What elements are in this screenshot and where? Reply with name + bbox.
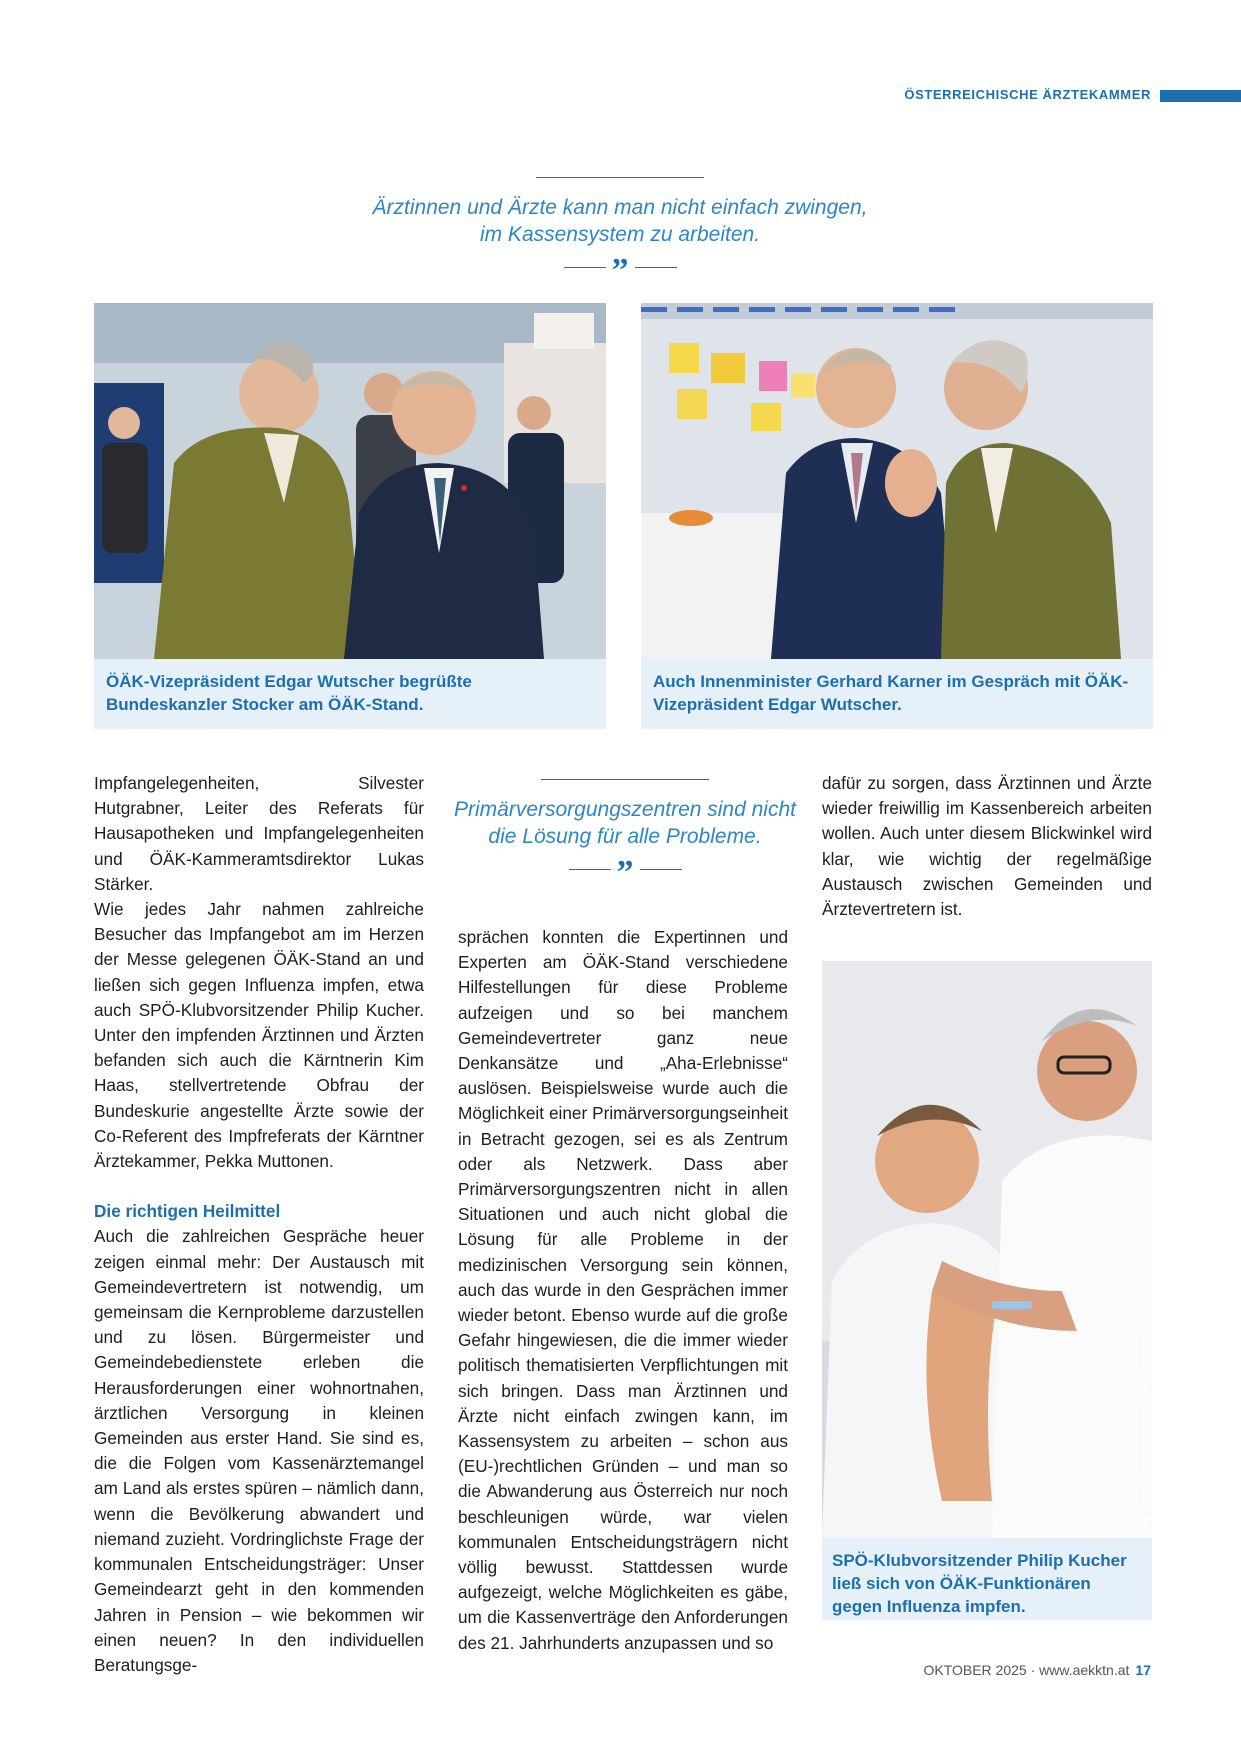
quote-rule xyxy=(541,779,709,780)
photo-caption-2: Auch Innenminister Gerhard Karner im Gespräch mit ÖÄK-Vizepräsident Edgar Wutscher. xyxy=(641,659,1153,729)
section-subheading: Die richtigen Heilmittel xyxy=(94,1201,281,1222)
quote-rule-left xyxy=(569,869,611,870)
publication-label: ÖSTERREICHISCHE ÄRZTEKAMMER xyxy=(904,87,1151,102)
quote-text xyxy=(330,194,910,248)
quote-line-1: Ärztinnen und Ärzte kann man nicht einfach zwingen, xyxy=(372,196,868,219)
photo-karner-wutscher xyxy=(641,303,1153,659)
photo-caption-3: SPÖ-Klubvorsitzender Philip Kucher ließ sich von ÖÄK-Funktionären gegen Influenza impfen. xyxy=(822,1538,1152,1620)
photo-caption-1: ÖÄK-Vizepräsident Edgar Wutscher begrüßte Bundeskanzler Stocker am ÖÄK-Stand. xyxy=(94,659,606,729)
photo-kucher-vaccination xyxy=(822,961,1152,1538)
column3-paragraph-1: dafür zu sorgen, dass Ärztinnen und Ärzte wieder freiwillig im Kassenbereich arbeiten wollen. Auch unter diesem Blickwinkel wird klar, wie wichtig der regelmäßige Austausch zwischen Gemeinden und Ärztevertretern ist. xyxy=(822,773,1152,920)
photo-credit: Alle Fotos: Kommunalmesse/ÖÄK Schmidle xyxy=(1140,1336,1151,1532)
column2-paragraph-1: sprächen konnten die Expertinnen und Experten am ÖÄK-Stand verschiedene Hilfestellungen für diese Probleme aufzeigen und so bei manchem Gemeindevertreter ganz neue Denkansätze und „Aha-Erlebnisse“ auslösen. Beispielsweise wurde auch die Möglichkeit einer Primärversorgungseinheit in Betracht gezogen, sei es als Zentrum oder als Netzwerk. Dass aber Primärversorgungszentren nicht in allen Situationen und auch nicht global die Lösung für alle Probleme in der medizinischen Versorgung sein können, auch das wurde in den Gesprächen immer wieder betont. Ebenso wurde auf die große Gefahr hingewiesen, die die immer wieder politisch thematisierten Verpflichtungen mit sich bringen. Dass man Ärztinnen und Ärzte nicht einfach zwingen kann, im Kassensystem zu arbeiten – schon aus (EU-)rechtlichen Gründen – und man so die Abwanderung aus Österreich nur noch beschleunigen würde, war vielen kommunalen Entscheidungsträgern nicht völlig bewusst. Stattdessen wurde aufgezeigt, welche Möglichkeiten es gäbe, um die Kassenverträge den Anforderungen des 21. Jahrhunderts anzupassen und so xyxy=(458,927,788,1653)
photo-wutscher-stocker xyxy=(94,303,606,659)
article-column-2 xyxy=(458,925,788,1656)
pull-quote-top xyxy=(330,177,910,278)
quote-line-2: im Kassensystem zu arbeiten. xyxy=(479,223,761,246)
article-column-3 xyxy=(822,771,1152,922)
column1-paragraph-1: Impfangelegenheiten, Silvester Hutgrabner, Leiter des Referats für Hausapotheken und Impfangelegenheiten und ÖÄK-Kammeramtsdirektor Lukas Stärker. xyxy=(94,773,424,894)
column1-paragraph-3: Auch die zahlreichen Gespräche heuer zeigen einmal mehr: Der Austausch mit Gemeindevertretern ist notwendig, um gemeinsam die Kernprobleme darzustellen und zu lösen. Bürgermeister und Gemeindebedienstete erleben die Herausforderungen einer wohnortnahen, ärztlichen Versorgung in kleinen Gemeinden aus erster Hand. Sie sind es, die die Folgen vom Kassenärztemangel am Land als erstes spüren – nämlich dann, wenn die Bevölkerung abwandert und niemand zuzieht. Vordringlichste Frage der kommunalen Entscheidungsträger: Unser Gemeindearzt geht in den kommenden Jahren in Pension – wie bekommen wir einen neuen? In den individuellen Beratungsge- xyxy=(94,1226,424,1675)
quote-rule-left xyxy=(564,267,606,268)
quote-rule-right xyxy=(635,267,677,268)
quote-text xyxy=(440,796,810,850)
page-footer xyxy=(923,1662,1151,1678)
page-number: 17 xyxy=(1135,1662,1151,1678)
closing-quote-icon: ” xyxy=(611,256,629,278)
quote-rule xyxy=(536,177,704,178)
pull-quote-middle xyxy=(440,779,810,880)
article-column-1 xyxy=(94,771,424,1678)
quote-line-1: Primärversorgungszentren sind nicht xyxy=(454,798,796,821)
quote-mark-row xyxy=(440,858,810,880)
quote-rule-right xyxy=(640,869,682,870)
closing-quote-icon: ” xyxy=(616,858,634,880)
quote-mark-row xyxy=(330,256,910,278)
quote-line-2: die Lösung für alle Probleme. xyxy=(488,825,762,848)
column1-paragraph-2: Wie jedes Jahr nahmen zahlreiche Besucher das Impfangebot am im Herzen der Messe gelegenen ÖÄK-Stand an und ließen sich gegen Influenza impfen, etwa auch SPÖ-Klubvorsitzender Philip Kucher. Unter den impfenden Ärztinnen und Ärzten befanden sich auch die Kärntnerin Kim Haas, stellvertretende Obfrau der Bundeskurie angestellte Ärzte sowie der Co-Referent des Impfreferats der Kärntner Ärztekammer, Pekka Muttonen. xyxy=(94,899,424,1172)
footer-issue: OKTOBER 2025 · www.aekktn.at xyxy=(923,1662,1130,1678)
header-accent-bar xyxy=(1160,90,1241,102)
